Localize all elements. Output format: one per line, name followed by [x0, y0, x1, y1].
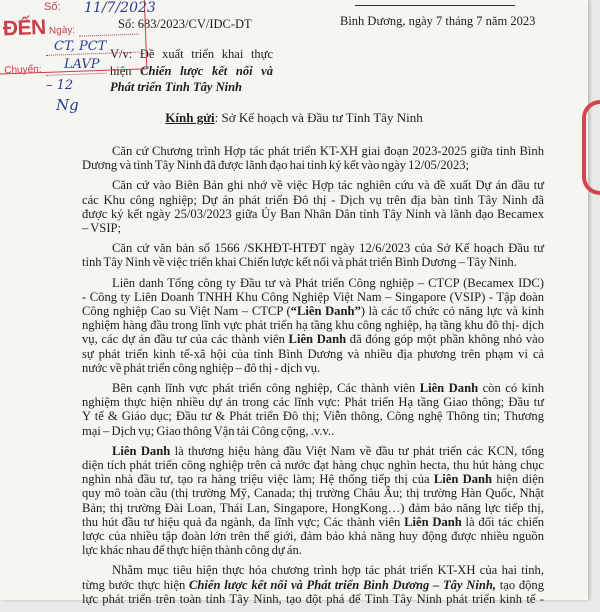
text-line: [82, 529, 544, 543]
text-line: [82, 276, 544, 290]
text-line: [82, 563, 544, 577]
text-segment: là đối tác chiến: [461, 514, 544, 529]
paragraph: [82, 178, 544, 235]
text-line: [82, 304, 544, 318]
header-rule: [355, 5, 515, 6]
emphasized-text: “Liên Danh”: [290, 304, 361, 319]
emphasized-text: Liên Danh: [288, 332, 347, 347]
text-line: [82, 290, 544, 304]
text-line: [82, 444, 544, 458]
text-line: [82, 409, 544, 423]
text-segment: nước về phát triển công nghiệp – đô thị - dịch vụ.: [82, 360, 321, 375]
text-segment: tỉnh Tây Ninh về việc triển khai Chiến lược kết nối và phát triển Bình Dương – Tây Ninh.: [82, 255, 517, 270]
text-segment: còn có kinh: [478, 381, 545, 396]
text-line: [82, 592, 544, 606]
text-segment: thu hút đầu tư hiệu quả đa ngành, đa lĩnh vực; Các thành viên: [82, 514, 405, 529]
text-line: [82, 361, 544, 375]
text-line: [82, 501, 544, 515]
emphasized-text: Chiến lược kết nối và: [140, 63, 273, 78]
stamp-ngay-label: Ngày:: [48, 24, 76, 37]
text-segment: – VSIP;: [82, 221, 122, 236]
stamp-dotted-line: [79, 33, 139, 37]
text-segment: tạo động: [496, 577, 545, 592]
emphasized-text: Phát triển Tỉnh Tây Ninh: [110, 80, 242, 94]
text-line: [82, 424, 544, 438]
place-date: Bình Dương, ngày 7 tháng 7 năm 2023: [340, 14, 536, 28]
text-segment: nghiệm thực hiện nhiều dự án trong các lĩnh vực: Phát triển Hạ tầng Giao thông; Đầu tư: [82, 395, 544, 410]
text-line: [82, 486, 544, 500]
text-segment: ) là các tổ chức có năng lực và kinh: [360, 304, 545, 319]
text-segment: lực phát triển trên toàn tỉnh Tây Ninh, tạo đột phá để Tỉnh Tây Ninh phát triển kinh tế -: [82, 591, 544, 606]
emphasized-text: Liên Danh: [419, 381, 479, 396]
handwritten-date: 11/7/2023: [84, 0, 156, 16]
stamp-den-label: ĐẾN: [2, 15, 47, 41]
text-segment: vụ, các dự án đầu tư của các thành viên: [82, 332, 289, 347]
paragraph: [82, 444, 544, 558]
text-segment: Căn cứ văn bản số 1566 /SKHĐT-HTĐT ngày 12/6/2023 của Sở Kế hoạch Đầu tư: [112, 241, 544, 256]
text-segment: hiện diện: [492, 472, 544, 487]
text-segment: lược của nhiều tập đoàn lớn trên thế giới, đảm bảo khả năng huy động được nhiều nguồn: [82, 529, 544, 544]
text-segment: Y tế & Giáo dục; Đầu tư & Phát triển Đô thị; Viễn thông, Công nghệ Thông tin; Thương: [82, 409, 544, 424]
handwritten-note: – 12: [46, 78, 74, 93]
text-line: [82, 207, 544, 221]
text-segment: - Công ty Liên Doanh TNHH Khu Công Nghiệp Việt Nam – Singapore (VSIP) - Tập đoàn: [82, 289, 544, 304]
text-line: [82, 578, 544, 592]
text-segment: Nhằm mục tiêu hiện thực hóa chương trình hợp tác phát triển KT-XH của hai tỉnh,: [112, 563, 544, 578]
paragraph: [82, 144, 544, 172]
text-segment: nghiệm hàng đầu trong lĩnh vực phát triển hạ tầng khu công nghiệp, hạ tầng khu đô thị- dịch: [82, 318, 544, 333]
text-segment: V/v: Đề xuất triển khai thực: [110, 47, 273, 61]
stamp-so-label: Số:: [44, 1, 61, 13]
text-segment: đã đóng góp một phần không nhỏ vào: [346, 332, 544, 347]
text-segment: các Khu công nghiệp; Dự án phát triển Đô thị - Dịch vụ trên địa bàn tỉnh Tây Ninh đã: [82, 192, 544, 207]
text-segment: lực khác nhau để thực hiện thành công dự án.: [82, 543, 302, 558]
emphasized-text: Liên Danh: [433, 472, 493, 487]
text-segment: diện tích phát triển công nghiệp trên cả nước đạt hàng chục nghìn hecta, thu hút hàng chục: [82, 458, 544, 473]
text-segment: Liên danh Tổng công ty Đầu tư và Phát triển Công nghiệp – CTCP (Becamex IDC): [112, 275, 544, 290]
text-segment: Căn cứ vào Biên Bản ghi nhớ về việc Hợp tác nghiên cứu và đề xuất Dự án đầu tư: [112, 178, 544, 193]
text-segment: được ký kết ngày 25/03/2023 giữa Ủy Ban Nhân Dân tỉnh Tây Ninh và lãnh đạo Becamex: [82, 206, 544, 221]
text-line: [82, 318, 544, 332]
paragraph: [82, 241, 544, 269]
text-line: [82, 158, 544, 172]
red-seal: [582, 100, 600, 195]
handwritten-recipients: CT, PCT: [54, 39, 107, 54]
document-body: [82, 144, 544, 612]
text-segment: hiện: [110, 63, 141, 78]
text-segment: sự phát triển kinh tế-xã hội của tỉnh Bình Dương và nhiều địa phương trên phạm vi cả: [82, 346, 544, 361]
text-line: [82, 543, 544, 557]
text-line: [82, 241, 544, 255]
stamp-chuyen-label: Chuyển:: [4, 64, 42, 77]
document-number: Số: 683/2023/CV/IDC-DT: [118, 17, 252, 31]
text-segment: Bên cạnh lĩnh vực phát triển công nghiệp, Các thành viên: [112, 381, 420, 396]
text-line: [82, 221, 544, 235]
text-segment: Công nghiệp Cao su Việt Nam – CTCP (: [82, 304, 291, 319]
text-segment: nghìn nhà đầu tư, tạo ra hàng triệu việc làm; Hệ thống tiếp thị của: [82, 472, 434, 487]
recipient-line: [0, 110, 588, 126]
text-line: [82, 381, 544, 395]
emphasized-text: Liên Danh: [404, 514, 462, 529]
handwritten-transfer: LAVP: [64, 57, 100, 72]
recipient-label: Kính gửi: [165, 110, 215, 125]
text-segment: Căn cứ Chương trình Hợp tác phát triển KT-XH giai đoạn 2023-2025 giữa tỉnh Bình: [112, 144, 544, 158]
text-segment: mại – Dịch vụ; Giao thông Vận tải Công cộng, .v.v..: [82, 423, 335, 438]
text-line: [82, 178, 544, 192]
text-line: [110, 79, 273, 96]
text-line: [82, 395, 544, 409]
text-line: [82, 332, 544, 346]
text-segment: là thương hiệu hàng đầu Việt Nam về đầu tư phát triển các KCN, tổng: [170, 443, 544, 458]
text-line: [82, 347, 544, 361]
recipient-value: : Sở Kế hoạch và Đầu tư Tỉnh Tây Ninh: [214, 110, 423, 125]
text-segment: từng bước thực hiện: [82, 577, 190, 592]
emphasized-text: Chiến lược kết nối và Phát triển Bình Dương – Tây Ninh,: [189, 577, 497, 592]
text-line: [82, 472, 544, 486]
stamp-dotted-line: [46, 72, 106, 76]
text-segment: Bản; thị trường Đài Loan, Thái Lan, Singapore, HongKong…) đảm bảo năng lực tiếp thị,: [82, 500, 544, 515]
paragraph: [82, 381, 544, 438]
text-line: [82, 458, 544, 472]
paragraph: [82, 276, 544, 375]
handwritten-signature: Ng: [56, 96, 79, 114]
text-segment: quy mô toàn cầu (thị trường Mỹ, Canada; thị trường Châu Âu; thị trường Hàn Quốc, Nhật: [82, 486, 544, 501]
text-segment: Dương và tỉnh Tây Ninh đã được lãnh đạo hai tỉnh ký kết vào ngày 12/05/2023;: [82, 158, 470, 173]
text-line: [82, 255, 544, 269]
text-line: [82, 144, 544, 158]
emphasized-text: Liên Danh: [112, 443, 171, 458]
text-line: [82, 193, 544, 207]
text-line: [82, 515, 544, 529]
